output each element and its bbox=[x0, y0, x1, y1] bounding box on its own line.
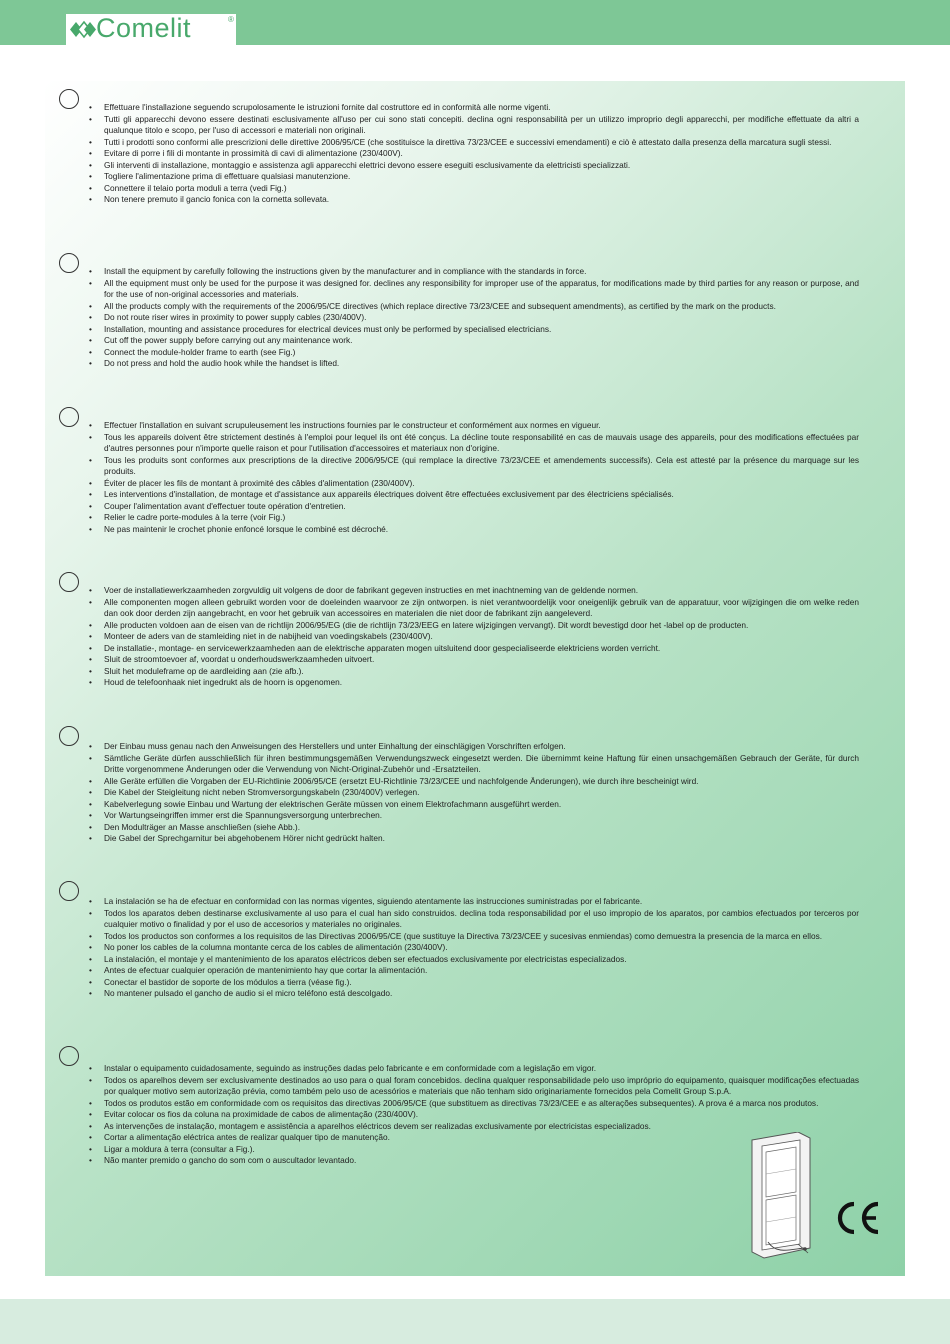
list-item: • La instalación, el montaje y el mantenimiento de los aparatos eléctricos deben ser efectuados exclusivamente por electricistas especializados. bbox=[89, 954, 859, 966]
language-circle-icon bbox=[59, 726, 79, 746]
instruction-list bbox=[89, 266, 859, 370]
comelit-logo bbox=[66, 14, 236, 45]
language-circle-icon bbox=[59, 1046, 79, 1066]
list-item: • Les interventions d'installation, de montage et d'assistance aux appareils électriques doivent être effectuées exclusivement par des électriciens spécialisés. bbox=[89, 489, 859, 501]
list-item: • Gli interventi di installazione, montaggio e assistenza agli apparecchi elettrici devono essere eseguiti esclusivamente da elettricisti specializzati. bbox=[89, 160, 859, 172]
list-item: • Tous les produits sont conformes aux prescriptions de la directive 2006/95/CE (qui remplace la directive 73/23/CEE et amendements successifs). Cela est attesté par la présence du marquage sur les produits. bbox=[89, 455, 859, 478]
list-item: • Den Modulträger an Masse anschließen (siehe Abb.). bbox=[89, 822, 859, 834]
logo-mark-icon bbox=[68, 18, 96, 41]
language-circle-icon bbox=[59, 881, 79, 901]
list-item: • Tutti i prodotti sono conformi alle prescrizioni delle direttive 2006/95/CE (che sostituisce la direttiva 73/23/CEE e successivi emendamenti) e ciò è attestato dalla presenza della marcatura sugli stessi. bbox=[89, 137, 859, 149]
list-item: • Monteer de aders van de stamleiding niet in de nabijheid van voedingskabels (230/400V). bbox=[89, 631, 859, 643]
list-item: • Connect the module-holder frame to earth (see Fig.) bbox=[89, 347, 859, 359]
language-circle-icon bbox=[59, 253, 79, 273]
list-item: • Tous les appareils doivent être strictement destinés à l'emploi pour lequel ils ont été conçus. La décline toute responsabilité en cas de mauvais usage des appareils, pour des modifications effectuées par d'autres personnes pour n'importe quelle raison et pour l'utilisation d'accessoires et materiaux non d'origine. bbox=[89, 432, 859, 455]
ce-mark-icon bbox=[834, 1200, 882, 1236]
header-bar bbox=[0, 0, 950, 45]
list-item: • All the equipment must only be used for the purpose it was designed for. declines any responsibility for improper use of the apparatus, for modifications made by third parties for any reason or purpose, and for the use of non-original accessories and materials. bbox=[89, 278, 859, 301]
list-item: • Éviter de placer les fils de montant à proximité des câbles d'alimentation (230/400V). bbox=[89, 478, 859, 490]
instruction-list bbox=[89, 741, 859, 845]
list-item: • No mantener pulsado el gancho de audio si el micro teléfono está descolgado. bbox=[89, 988, 859, 1000]
list-item: • Effettuare l'installazione seguendo scrupolosamente le istruzioni fornite dal costruttore ed in conformità alle norme vigenti. bbox=[89, 102, 859, 114]
instruction-list bbox=[89, 1063, 859, 1167]
list-item: • Connettere il telaio porta moduli a terra (vedi Fig.) bbox=[89, 183, 859, 195]
footer-bar bbox=[0, 1299, 950, 1344]
list-item: • Sluit de stroomtoevoer af, voordat u onderhoudswerkzaamheden uitvoert. bbox=[89, 654, 859, 666]
logo-text: Comelit bbox=[96, 13, 192, 43]
list-item: • Todos os produtos estão em conformidade com os requisitos das directivas 2006/95/CE (que substituem as directivas 73/23/CEE e as alterações subsequentes). A prova é a marca nos produtos. bbox=[89, 1098, 859, 1110]
list-item: • Togliere l'alimentazione prima di effettuare qualsiasi manutenzione. bbox=[89, 171, 859, 183]
list-item: • Do not route riser wires in proximity to power supply cables (230/400V). bbox=[89, 312, 859, 324]
list-item: • Alle Geräte erfüllen die Vorgaben der EU-Richtlinie 2006/95/CE (ersetzt EU-Richtlinie 73/23/CEE und nachfolgende Änderungen), wie durch ihre bescheinigt wird. bbox=[89, 776, 859, 788]
instruction-list bbox=[89, 102, 859, 206]
list-item: • Não manter premido o gancho do som com o auscultador levantado. bbox=[89, 1155, 859, 1167]
list-item: • Todos los productos son conformes a los requisitos de las Directivas 2006/95/CE (que sustituye la Directiva 73/23/CEE y sucesivas enmiendas) como demuestra la presencia de la marca en ellos. bbox=[89, 931, 859, 943]
list-item: • Antes de efectuar cualquier operación de mantenimiento hay que cortar la alimentación. bbox=[89, 965, 859, 977]
language-circle-icon bbox=[59, 407, 79, 427]
list-item: • Ne pas maintenir le crochet phonie enfoncé lorsque le combiné est décroché. bbox=[89, 524, 859, 536]
module-frame-drawing-icon bbox=[748, 1132, 813, 1260]
list-item: • Tutti gli apparecchi devono essere destinati esclusivamente all'uso per cui sono stati concepiti. declina ogni responsabilità per un utilizzo improprio degli apparecchi, per modifiche effettuate da altri a qualunque titolo e scopo, per l'uso di accessori e materiali non originali. bbox=[89, 114, 859, 137]
language-circle-icon bbox=[59, 572, 79, 592]
list-item: • Relier le cadre porte-modules à la terre (voir Fig.) bbox=[89, 512, 859, 524]
list-item: • Todos los aparatos deben destinarse exclusivamente al uso para el cual han sido construidos. declina toda responsabilidad por el uso impropio de los aparatos, por cambios efectuados por terceros por cualquier motivo o finalidad y por el uso de accesorios y materiales no originales. bbox=[89, 908, 859, 931]
list-item: • Install the equipment by carefully following the instructions given by the manufacturer and in compliance with the standards in force. bbox=[89, 266, 859, 278]
list-item: • Kabelverlegung sowie Einbau und Wartung der elektrischen Geräte müssen von einem Elektrofachmann ausgeführt werden. bbox=[89, 799, 859, 811]
list-item: • As intervenções de instalação, montagem e assistência a aparelhos eléctricos devem ser realizadas exclusivamente por electricistas especializados. bbox=[89, 1121, 859, 1133]
instruction-list bbox=[89, 420, 859, 535]
list-item: • Sluit het moduleframe op de aardleiding aan (zie afb.). bbox=[89, 666, 859, 678]
logo-registered: ® bbox=[228, 15, 234, 24]
list-item: • Alle componenten mogen alleen gebruikt worden voor de doeleinden waarvoor ze zijn ontworpen. is niet verantwoordelijk voor oneigenlijk gebruik van de apparatuur, voor wijzigingen die om welke reden dan ook door derden zijn aangebracht, en voor het gebruik van accessoires en materialen die niet door de fabrikant zijn aangeleverd. bbox=[89, 597, 859, 620]
list-item: • Couper l'alimentation avant d'effectuer toute opération d'entretien. bbox=[89, 501, 859, 513]
list-item: • Cortar a alimentação eléctrica antes de realizar qualquer tipo de manutenção. bbox=[89, 1132, 859, 1144]
list-item: • Der Einbau muss genau nach den Anweisungen des Herstellers und unter Einhaltung der einschlägigen Vorschriften erfolgen. bbox=[89, 741, 859, 753]
list-item: • La instalación se ha de efectuar en conformidad con las normas vigentes, siguiendo atentamente las instrucciones suministradas por el fabricante. bbox=[89, 896, 859, 908]
list-item: • Voer de installatiewerkzaamheden zorgvuldig uit volgens de door de fabrikant gegeven instructies en met inachtneming van de geldende normen. bbox=[89, 585, 859, 597]
list-item: • Houd de telefoonhaak niet ingedrukt als de hoorn is opgenomen. bbox=[89, 677, 859, 689]
instruction-list bbox=[89, 896, 859, 1000]
list-item: • Die Gabel der Sprechgarnitur bei abgehobenem Hörer nicht gedrückt halten. bbox=[89, 833, 859, 845]
list-item: • Do not press and hold the audio hook while the handset is lifted. bbox=[89, 358, 859, 370]
list-item: • Sämtliche Geräte dürfen ausschließlich für ihren bestimmungsgemäßen Verwendungszweck eingesetzt werden. Die übernimmt keine Haftung für einen unsachgemäßen Gebrauch der Geräte, für durch Dritte vorgenommene Änderungen oder die Verwendung von Nicht-Original-Zubehör und -Ersatzteilen. bbox=[89, 753, 859, 776]
list-item: • De installatie-, montage- en servicewerkzaamheden aan de elektrische apparaten mogen uitsluitend door gespecialiseerde elektriciens worden verricht. bbox=[89, 643, 859, 655]
list-item: • Evitare di porre i fili di montante in prossimità di cavi di alimentazione (230/400V). bbox=[89, 148, 859, 160]
list-item: • Die Kabel der Steigleitung nicht neben Stromversorgungskabeln (230/400V) verlegen. bbox=[89, 787, 859, 799]
list-item: • Effectuer l'installation en suivant scrupuleusement les instructions fournies par le constructeur et conformément aux normes en vigueur. bbox=[89, 420, 859, 432]
list-item: • Alle producten voldoen aan de eisen van de richtlijn 2006/95/EG (die de richtlijn 73/23/EEG en latere wijzigingen vervangt). Dit wordt bevestigd door het -label op de producten. bbox=[89, 620, 859, 632]
list-item: • No poner los cables de la columna montante cerca de los cables de alimentación (230/400V). bbox=[89, 942, 859, 954]
list-item: • Instalar o equipamento cuidadosamente, seguindo as instruções dadas pelo fabricante e em conformidade com a legislação em vigor. bbox=[89, 1063, 859, 1075]
list-item: • Ligar a moldura à terra (consultar a Fig.). bbox=[89, 1144, 859, 1156]
list-item: • All the products comply with the requirements of the 2006/95/CE directives (which replace directive 73/23/CEE and subsequent amendments), as certified by the mark on the products. bbox=[89, 301, 859, 313]
list-item: • Evitar colocar os fios da coluna na proximidade de cabos de alimentação (230/400V). bbox=[89, 1109, 859, 1121]
instruction-list bbox=[89, 585, 859, 689]
list-item: • Vor Wartungseingriffen immer erst die Spannungsversorgung unterbrechen. bbox=[89, 810, 859, 822]
list-item: • Non tenere premuto il gancio fonica con la cornetta sollevata. bbox=[89, 194, 859, 206]
list-item: • Todos os aparelhos devem ser exclusivamente destinados ao uso para o qual foram concebidos. declina qualquer responsabilidade pelo uso impróprio do equipamento, quaisquer modificações efectuadas por qualquer motivo sem autorização prévia, como também pelo uso de acessórios e materiais que não tenham sido originariamente fornecidos pela Comelit Group S.p.A. bbox=[89, 1075, 859, 1098]
list-item: • Conectar el bastidor de soporte de los módulos a tierra (véase fig.). bbox=[89, 977, 859, 989]
list-item: • Cut off the power supply before carrying out any maintenance work. bbox=[89, 335, 859, 347]
list-item: • Installation, mounting and assistance procedures for electrical devices must only be performed by specialised electricians. bbox=[89, 324, 859, 336]
safety-panel bbox=[45, 81, 905, 1276]
language-circle-icon bbox=[59, 89, 79, 109]
